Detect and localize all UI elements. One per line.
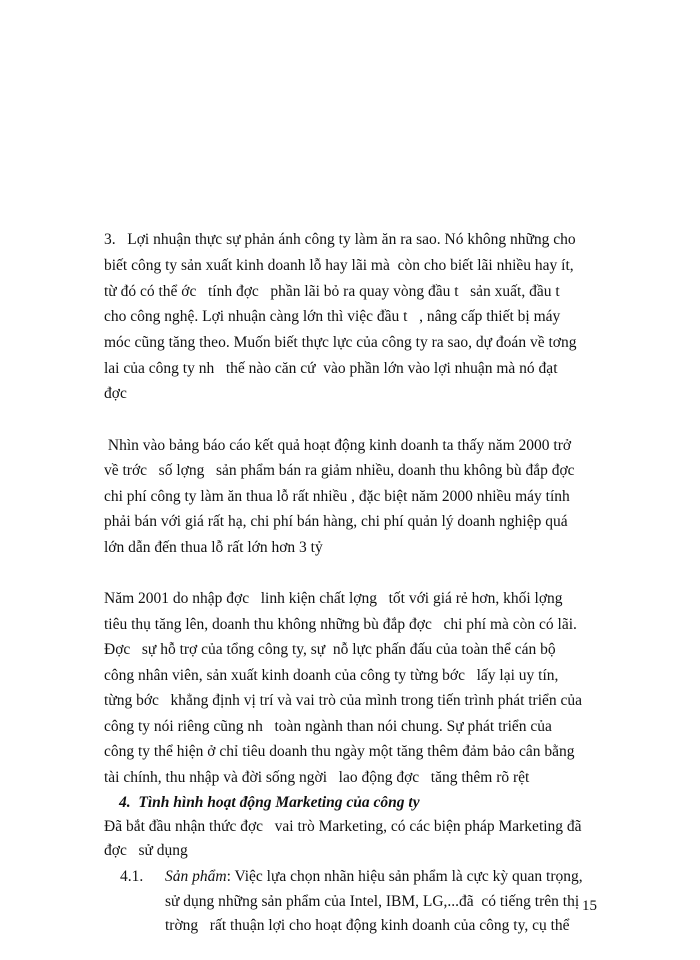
page-number: 15	[582, 898, 597, 914]
text-line: đợc	[104, 385, 127, 402]
text-line: trờng rất thuận lợi cho hoạt động kinh doanh của công ty, cụ thể	[165, 917, 570, 934]
text-line: lai của công ty nh thế nào căn cứ vào phần lớn vào lợi nhuận mà nó đạt	[104, 360, 558, 377]
text-line: phải bán với giá rất hạ, chi phí bán hàng, chi phí quản lý doanh nghiệp quá	[104, 513, 568, 530]
subsection-first-line	[165, 867, 583, 887]
text-line: Nhìn vào bảng báo cáo kết quả hoạt động kinh doanh ta thấy năm 2000 trở	[104, 437, 572, 454]
text-line: Đã bắt đầu nhận thức đợc vai trò Marketing, có các biện pháp Marketing đã	[104, 818, 582, 835]
text-line: sử dụng những sản phẩm của Intel, IBM, LG,...đã có tiếng trên thị	[165, 893, 580, 910]
subsection-text: : Việc lựa chọn nhãn hiệu sản phẩm là cực kỳ quan trọng,	[226, 868, 583, 885]
text-line: tiêu thụ tăng lên, doanh thu không những bù đắp đợc chi phí mà còn có lãi.	[104, 616, 577, 633]
text-line: chi phí công ty làm ăn thua lỗ rất nhiều , đặc biệt năm 2000 nhiều máy tính	[104, 488, 570, 505]
subsection-title: Sản phẩm	[165, 868, 227, 885]
text-line: đợc sử dụng	[104, 842, 188, 859]
text-line: về trớc số lợng sản phẩm bán ra giảm nhiều, doanh thu không bù đắp đợc	[104, 462, 575, 479]
text-line: Đợc sự hỗ trợ của tổng công ty, sự nỗ lực phấn đấu của toàn thể cán bộ	[104, 641, 556, 658]
subsection-number: 4.1.	[120, 868, 144, 885]
text-line: lớn dẫn đến thua lỗ rất lớn hơn 3 tỷ	[104, 539, 323, 556]
text-line: Năm 2001 do nhập đợc linh kiện chất lợng tốt với giá rẻ hơn, khối lợng	[104, 590, 563, 607]
text-line: công ty thể hiện ở chỉ tiêu doanh thu ngày một tăng thêm đảm bảo cân bằng	[104, 743, 575, 760]
text-line: móc cũng tăng theo. Muốn biết thực lực của công ty ra sao, dự đoán về tơng	[104, 334, 577, 351]
text-line: từng bớc khẳng định vị trí và vai trò của mình trong tiến trình phát triển của	[104, 692, 583, 709]
text-line: cho công nghệ. Lợi nhuận càng lớn thì việc đầu t , nâng cấp thiết bị máy	[104, 308, 561, 325]
text-line: 3. Lợi nhuận thực sự phản ánh công ty làm ăn ra sao. Nó không những cho	[104, 231, 576, 248]
text-line: biết công ty sản xuất kinh doanh lỗ hay lãi mà còn cho biết lãi nhiều hay ít,	[104, 257, 574, 274]
section-heading: 4. Tình hình hoạt động Marketing của công ty	[119, 794, 420, 811]
text-line: công ty nói riêng cũng nh toàn ngành than nói chung. Sự phát triển của	[104, 718, 552, 735]
text-line: từ đó có thể ớc tính đợc phần lãi bỏ ra quay vòng đầu t sản xuất, đầu t	[104, 283, 560, 300]
text-line: công nhân viên, sản xuất kinh doanh của công ty từng bớc lấy lại uy tín,	[104, 667, 559, 684]
text-line: tài chính, thu nhập và đời sống ngời lao động đợc tăng thêm rõ rệt	[104, 769, 530, 786]
